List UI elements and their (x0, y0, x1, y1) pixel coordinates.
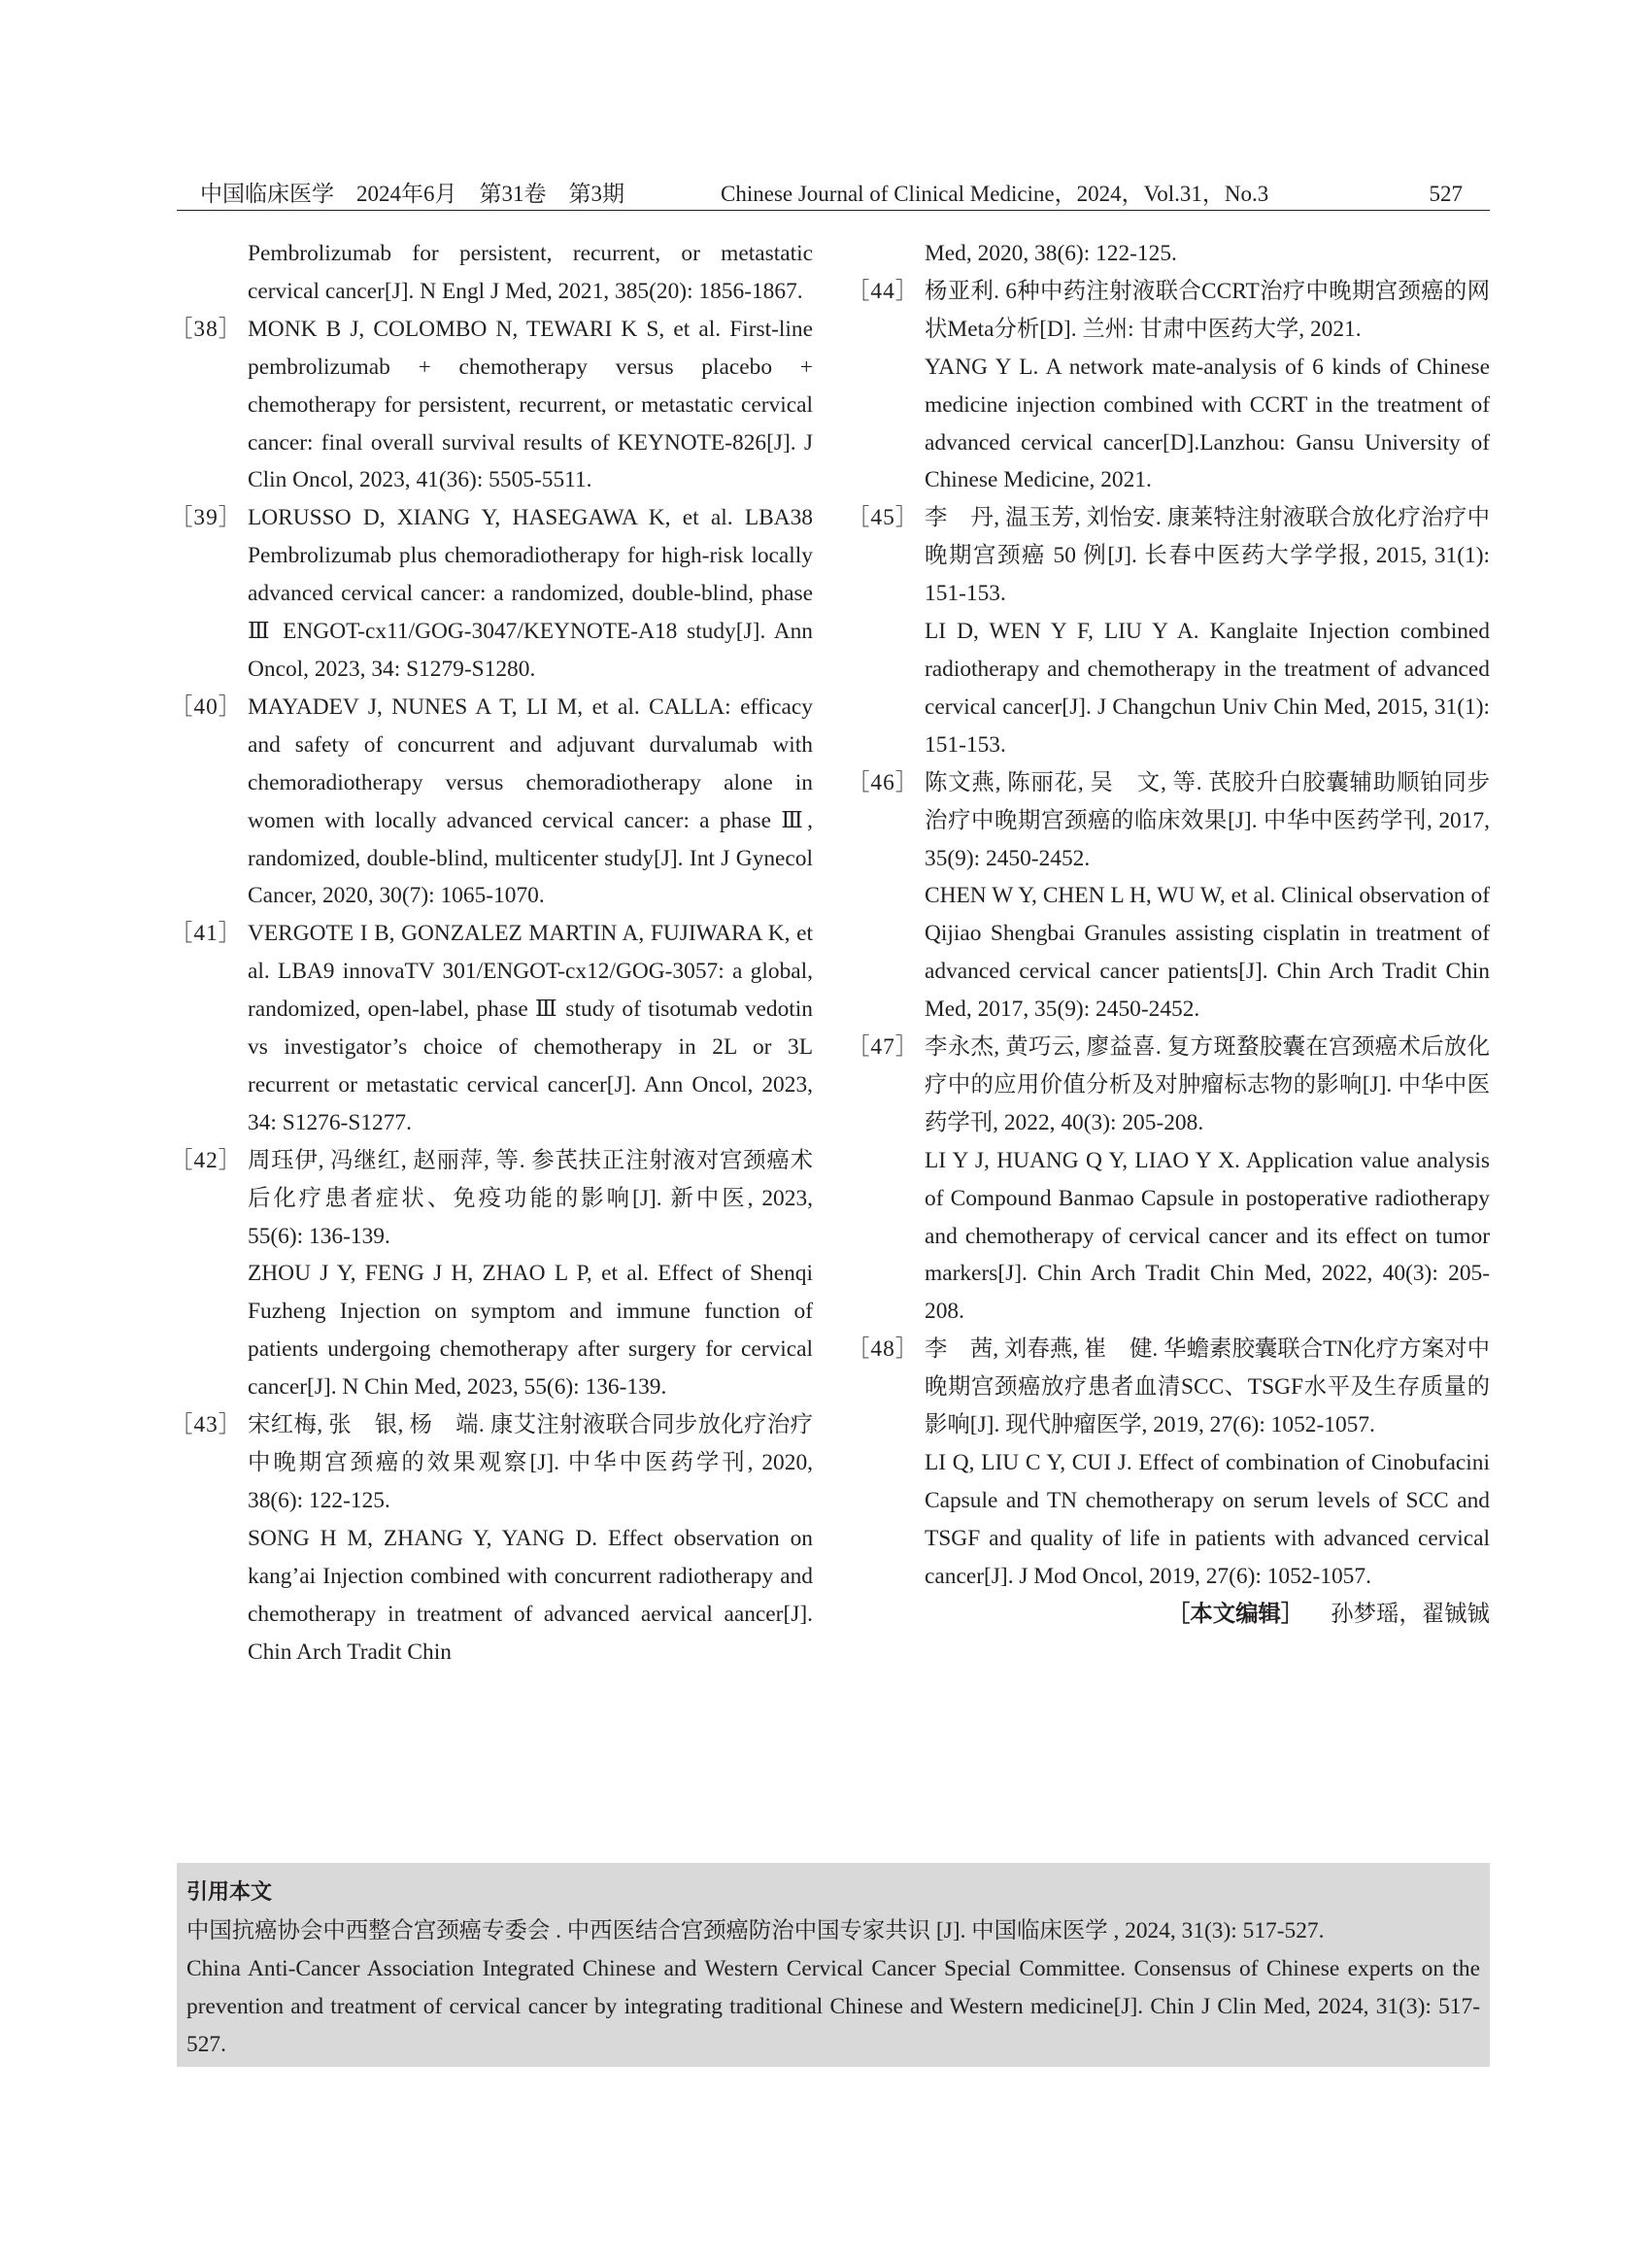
reference-body (925, 764, 1490, 1029)
reference-text: SONG H M, ZHANG Y, YANG D. Effect observation on kang’ai Injection combined with concurrent radiotherapy and chemotherapy in treatment of advanced aervical aancer[J]. Chin Arch Tradit Chin (248, 1525, 813, 1665)
reference-body (925, 1029, 1490, 1331)
reference-entry (170, 915, 813, 1141)
citation-en: China Anti-Cancer Association Integrated Chinese and Western Cervical Cancer Special Committee. Consensus of Chinese experts on the prevention and treatment of cervical cancer by integrating traditional Chinese and Western medicine[J]. Chin J Clin Med, 2024, 31(3): 517-527. (186, 1955, 1480, 2057)
reference-text: 周珏伊, 冯继红, 赵丽萍, 等. 参芪扶正注射液对宫颈癌术后化疗患者症状、免疫功能的影响[J]. 新中医, 2023, 55(6): 136-139. (248, 1147, 813, 1249)
reference-entry (170, 499, 813, 689)
citation-title: 引用本文 (186, 1880, 273, 1905)
running-header (177, 171, 1490, 210)
reference-number: ［40］ (170, 693, 243, 720)
reference-text: 杨亚利. 6种中药注射液联合CCRT治疗中晚期宫颈癌的网状Meta分析[D]. 兰州: 甘肃中医药大学, 2021. (925, 278, 1490, 342)
reference-entry (170, 1406, 813, 1671)
reference-entry (170, 689, 813, 915)
reference-entry (170, 311, 813, 500)
reference-number: ［39］ (170, 505, 243, 531)
reference-text: YANG Y L. A network mate-analysis of 6 kinds of Chinese medicine injection combined with CCRT in the treatment of advanced cervical cancer[D].Lanzhou: Gansu University of Chinese Medicine, 2021. (925, 354, 1490, 493)
reference-body (248, 689, 813, 915)
reference-entry (170, 235, 813, 311)
reference-text: 宋红梅, 张 银, 杨 端. 康艾注射液联合同步放化疗治疗中晚期宫颈癌的效果观察[J]. 中华中医药学刊, 2020, 38(6): 122-125. (248, 1412, 813, 1513)
reference-text: 李 茜, 刘春燕, 崔 健. 华蟾素胶囊联合TN化疗方案对中晚期宫颈癌放疗患者血清SCC、TSGF水平及生存质量的影响[J]. 现代肿瘤医学, 2019, 27(6): 1052-1057. (925, 1336, 1490, 1438)
reference-number: ［48］ (847, 1336, 920, 1363)
editor-label: ［本文编辑］ (1166, 1601, 1304, 1627)
header-journal-en: Chinese Journal of Clinical Medicine，2024，Vol.31，No.3 (721, 182, 1269, 206)
reference-body (248, 1406, 813, 1671)
reference-body (248, 311, 813, 500)
reference-body (925, 1331, 1490, 1595)
reference-body (925, 273, 1490, 499)
reference-text: ZHOU J Y, FENG J H, ZHAO L P, et al. Effect of Shenqi Fuzheng Injection on symptom and immune function of patients undergoing chemotherapy after surgery for cervical cancer[J]. N Chin Med, 2023, 55(6): 136-139. (248, 1261, 813, 1401)
reference-text: MONK B J, COLOMBO N, TEWARI K S, et al. First-line pembrolizumab + chemotherapy versus placebo + chemotherapy for persistent, recurrent, or metastatic cervical cancer: final overall survival results of KEYNOTE-826[J]. J Clin Oncol, 2023, 41(36): 5505-5511. (248, 316, 813, 493)
reference-number: ［45］ (847, 505, 920, 531)
reference-text: LI Y J, HUANG Q Y, LIAO Y X. Application value analysis of Compound Banmao Capsule in postoperative radiotherapy and chemotherapy of cervical cancer and its effect on tumor markers[J]. Chin Arch Tradit Chin Med, 2022, 40(3): 205-208. (925, 1147, 1490, 1325)
reference-entry (847, 764, 1490, 1029)
reference-text: VERGOTE I B, GONZALEZ MARTIN A, FUJIWARA K, et al. LBA9 innovaTV 301/ENGOT-cx12/GOG-3057: a global, randomized, open-label, phase Ⅲ study of tisotumab vedotin vs investigator’s choice of chemotherapy in 2L or 3L recurrent or metastatic cervical cancer[J]. Ann Oncol, 2023, 34: S1276-S1277. (248, 921, 813, 1135)
reference-text: Med, 2020, 38(6): 122-125. (925, 241, 1177, 266)
reference-text: Pembrolizumab for persistent, recurrent, or metastatic cervical cancer[J]. N Engl J Med, 2021, 385(20): 1856-1867. (248, 241, 813, 304)
reference-text: LORUSSO D, XIANG Y, HASEGAWA K, et al. LBA38 Pembrolizumab plus chemoradiotherapy for high-risk locally advanced cervical cancer: a randomized, double-blind, phase Ⅲ ENGOT-cx11/GOG-3047/KEYNOTE-A18 study[J]. Ann Oncol, 2023, 34: S1279-S1280. (248, 505, 813, 682)
reference-body (248, 1142, 813, 1406)
reference-number: ［38］ (170, 316, 243, 342)
citation-box (177, 1863, 1490, 2067)
reference-body (248, 915, 813, 1141)
reference-number: ［47］ (847, 1034, 920, 1061)
reference-entry (847, 235, 1490, 273)
reference-body (248, 235, 813, 311)
right-column (847, 235, 1490, 1634)
page-number: 527 (1429, 182, 1463, 206)
reference-text: MAYADEV J, NUNES A T, LI M, et al. CALLA: efficacy and safety of concurrent and adjuvant durvalumab with chemoradiotherapy versus chemoradiotherapy alone in women with locally advanced cervical cancer: a phase Ⅲ, randomized, double-blind, multicenter study[J]. Int J Gynecol Cancer, 2020, 30(7): 1065-1070. (248, 693, 813, 909)
reference-entry (847, 1331, 1490, 1595)
editor-note (847, 1596, 1490, 1634)
reference-body (925, 235, 1490, 273)
header-journal-cn: 中国临床医学 2024年6月 第31卷 第3期 (200, 182, 624, 206)
reference-entry (847, 1029, 1490, 1331)
reference-text: LI Q, LIU C Y, CUI J. Effect of combination of Cinobufacini Capsule and TN chemotherapy on serum levels of SCC and TSGF and quality of life in patients with advanced cervical cancer[J]. J Mod Oncol, 2019, 27(6): 1052-1057. (925, 1450, 1490, 1589)
header-rule (177, 210, 1490, 211)
editor-names: 孙梦瑶，翟铖铖 (1331, 1601, 1490, 1627)
reference-text: CHEN W Y, CHEN L H, WU W, et al. Clinical observation of Qijiao Shengbai Granules assisting cisplatin in treatment of advanced cervical cancer patients[J]. Chin Arch Tradit Chin Med, 2017, 35(9): 2450-2452. (925, 883, 1490, 1023)
reference-number: ［41］ (170, 921, 243, 947)
left-column (170, 235, 813, 1671)
reference-entry (847, 273, 1490, 499)
reference-text: 李永杰, 黄巧云, 廖益喜. 复方斑蝥胶囊在宫颈癌术后放化疗中的应用价值分析及对肿瘤标志物的影响[J]. 中华中医药学刊, 2022, 40(3): 205-208. (925, 1034, 1490, 1135)
reference-entry (170, 1142, 813, 1406)
citation-cn: 中国抗癌协会中西整合宫颈癌专委会 . 中西医结合宫颈癌防治中国专家共识 [J]. 中国临床医学 , 2024, 31(3): 517-527. (186, 1917, 1325, 1943)
reference-text: LI D, WEN Y F, LIU Y A. Kanglaite Injection combined radiotherapy and chemotherapy in the treatment of advanced cervical cancer[J]. J Changchun Univ Chin Med, 2015, 31(1): 151-153. (925, 619, 1490, 758)
reference-number: ［42］ (170, 1147, 243, 1173)
reference-entry (847, 499, 1490, 763)
reference-body (248, 499, 813, 689)
reference-text: 李 丹, 温玉芳, 刘怡安. 康莱特注射液联合放化疗治疗中晚期宫颈癌 50 例[J]. 长春中医药大学学报, 2015, 31(1): 151-153. (925, 505, 1490, 607)
reference-text: 陈文燕, 陈丽花, 吴 文, 等. 芪胶升白胶囊辅助顺铂同步治疗中晚期宫颈癌的临床效果[J]. 中华中医药学刊, 2017, 35(9): 2450-2452. (925, 769, 1490, 871)
reference-number: ［43］ (170, 1412, 243, 1438)
reference-number: ［44］ (847, 278, 920, 304)
reference-number: ［46］ (847, 769, 920, 795)
reference-body (925, 499, 1490, 763)
